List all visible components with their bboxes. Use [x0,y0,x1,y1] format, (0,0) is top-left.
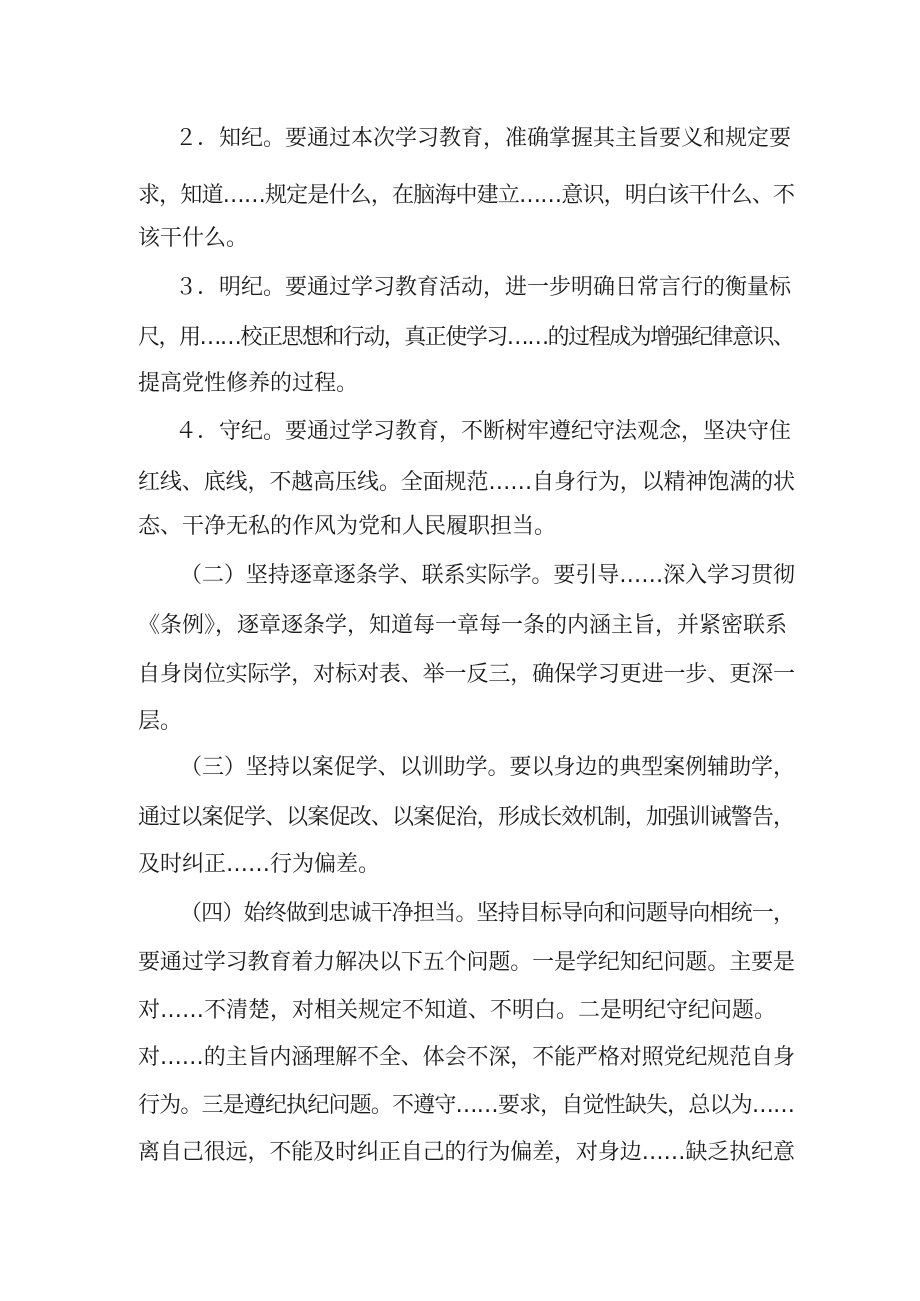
paragraph-line: （三）坚持以案促学、以训助学。要以身边的典型案例辅助学， [180,755,795,780]
paragraph-line: 红线、底线，不越高压线。全面规范……自身行为，以精神饱满的状 [138,470,795,495]
paragraph-line: 态、干净无私的作风为党和人民履职担当。 [138,514,557,539]
paragraph-line: 层。 [138,709,183,734]
paragraph-line: 提高党性修养的过程。 [138,371,359,396]
paragraph-line: （四）始终做到忠诚干净担当。坚持目标导向和问题导向相统一， [180,901,795,926]
paragraph-line: （二）坚持逐章逐条学、联系实际学。要引导……深入学习贯彻 [180,563,795,588]
paragraph-line: 要通过学习教育着力解决以下五个问题。一是学纪知纪问题。主要是 [138,950,795,975]
paragraph-line: 《条例》，逐章逐条学，知道每一章每一条的内涵主旨，并紧密联系 [138,613,788,638]
paragraph-line: ４．守纪。要通过学习教育，不断树牢遵纪守法观念，坚决守住 [175,419,792,444]
paragraph-line: 离自己很远，不能及时纠正自己的行为偏差，对身边……缺乏执纪意 [138,1140,795,1165]
paragraph-line: ２．知纪。要通过本次学习教育，准确掌握其主旨要义和规定要 [175,126,792,151]
paragraph-line: 该干什么。 [138,226,249,251]
paragraph-line: 及时纠正……行为偏差。 [138,852,381,877]
paragraph-line: 求，知道……规定是什么，在脑海中建立……意识，明白该干什么、不 [138,183,795,208]
paragraph-line: 尺，用……校正思想和行动，真正使学习……的过程成为增强纪律意识、 [138,325,794,350]
paragraph-line: ３．明纪。要通过学习教育活动，进一步明确日常言行的衡量标 [175,275,792,300]
paragraph-line: 对……不清楚，对相关规定不知道、不明白。二是明纪守纪问题。 [138,998,777,1023]
paragraph-line: 行为。三是遵纪执纪问题。不遵守……要求，自觉性缺失，总以为…… [138,1093,795,1118]
paragraph-line: 通过以案促学、以案促改、以案促治，形成长效机制，加强训诫警告， [138,805,795,830]
paragraph-line: 自身岗位实际学，对标对表、举一反三，确保学习更进一步、更深一 [138,662,795,687]
paragraph-line: 对……的主旨内涵理解不全、体会不深，不能严格对照党纪规范自身 [138,1045,795,1070]
